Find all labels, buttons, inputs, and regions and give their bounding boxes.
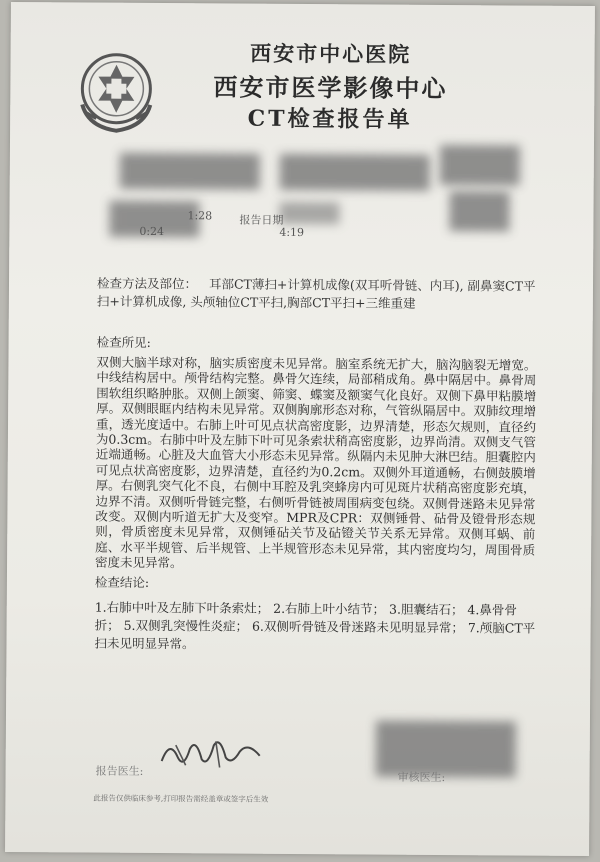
report-sheet [5, 2, 595, 856]
report-date-label: 报告日期 [239, 213, 284, 227]
doctor-signature [156, 731, 266, 774]
conclusion-label: 检查结论: [94, 574, 150, 590]
exam-method [97, 275, 537, 314]
exam-method-text: 耳部CT薄扫+计算机成像(双耳听骨链、内耳), 副鼻窦CT平扫+计算机成像, 头颅轴位CT平扫,胸部CT平扫+三维重建 [96, 276, 536, 311]
findings-label: 检查所见: [96, 334, 151, 350]
imaging-center-name: 西安市医学影像中心 [213, 72, 448, 104]
redacted-exam-info [449, 191, 509, 231]
hospital-logo [68, 42, 165, 139]
conclusion-text: 1.右肺中叶及左肺下叶条索灶； 2.右肺上叶小结节； 3.胆囊结石； 4.鼻骨骨折； 5.双侧乳突慢性炎症； 6.双侧听骨链及骨迷路未见明显异常； 7.颅脑CT平扫未见明显异常。 [94, 599, 536, 652]
doctor-label: 报告医生: [95, 764, 144, 778]
footer-disclaimer: 此报告仅供临床参考,打印报告需经盖章或签字后生效 [93, 793, 269, 804]
exam-method-label: 检查方法及部位： [96, 275, 198, 292]
exam-time-fragment: 1:28 [187, 209, 213, 223]
redacted-exam-info [279, 202, 339, 224]
exam-time-fragment: 0:24 [139, 224, 165, 239]
reviewer-label: 审核医生: [397, 770, 446, 785]
hospital-name: 西安市中心医院 [250, 40, 412, 67]
redacted-patient-info [440, 145, 520, 186]
report-title: CT检查报告单 [247, 105, 413, 133]
redacted-patient-info [120, 153, 260, 190]
report-time: 4:19 [279, 225, 305, 240]
findings-text: 双侧大脑半球对称，脑实质密度未见异常。脑室系统无扩大，脑沟脑裂无增宽。中线结构居中。颅骨结构完整。鼻骨欠连续，局部稍成角。鼻中隔居中。鼻骨周围软组织略肿胀。双侧上颌窦、筛窦、蝶窦及额窦气化良好。双侧下鼻甲粘膜增厚。双侧眼眶内结构未见异常。双侧胸廓形态对称，气管纵隔居中。双肺纹理增重，透光度适中。右肺上叶可见点状高密度影，边界清楚，形态欠规则，直径约为0.3cm。右肺中叶及左肺下叶可见条索状稍高密度影，边界尚清。双侧支气管近端通畅。心脏及大血管大小形态未见异常。纵隔内未见肿大淋巴结。胆囊腔内可见点状高密度影，边界清楚，直径约为0.2cm。双侧外耳道通畅，右侧鼓膜增厚。右侧乳突气化不良，右侧中耳腔及乳突蜂房内可见斑片状稍高密度影充填，边界不清。双侧听骨链完整，右侧听骨链被周围病变包绕。双侧骨迷路未见异常改变。双侧内听道无扩大及变窄。MPR及CPR：双侧锤骨、砧骨及镫骨形态规则，骨质密度未见异常，双侧锤砧关节及砧镫关节关系无异常。双侧耳蜗、前庭、水平半规管、后半规管、上半规管形态未见异常，其内密度均匀，周围骨质密度未见异常。 [95, 354, 537, 571]
redacted-patient-info [280, 154, 430, 191]
